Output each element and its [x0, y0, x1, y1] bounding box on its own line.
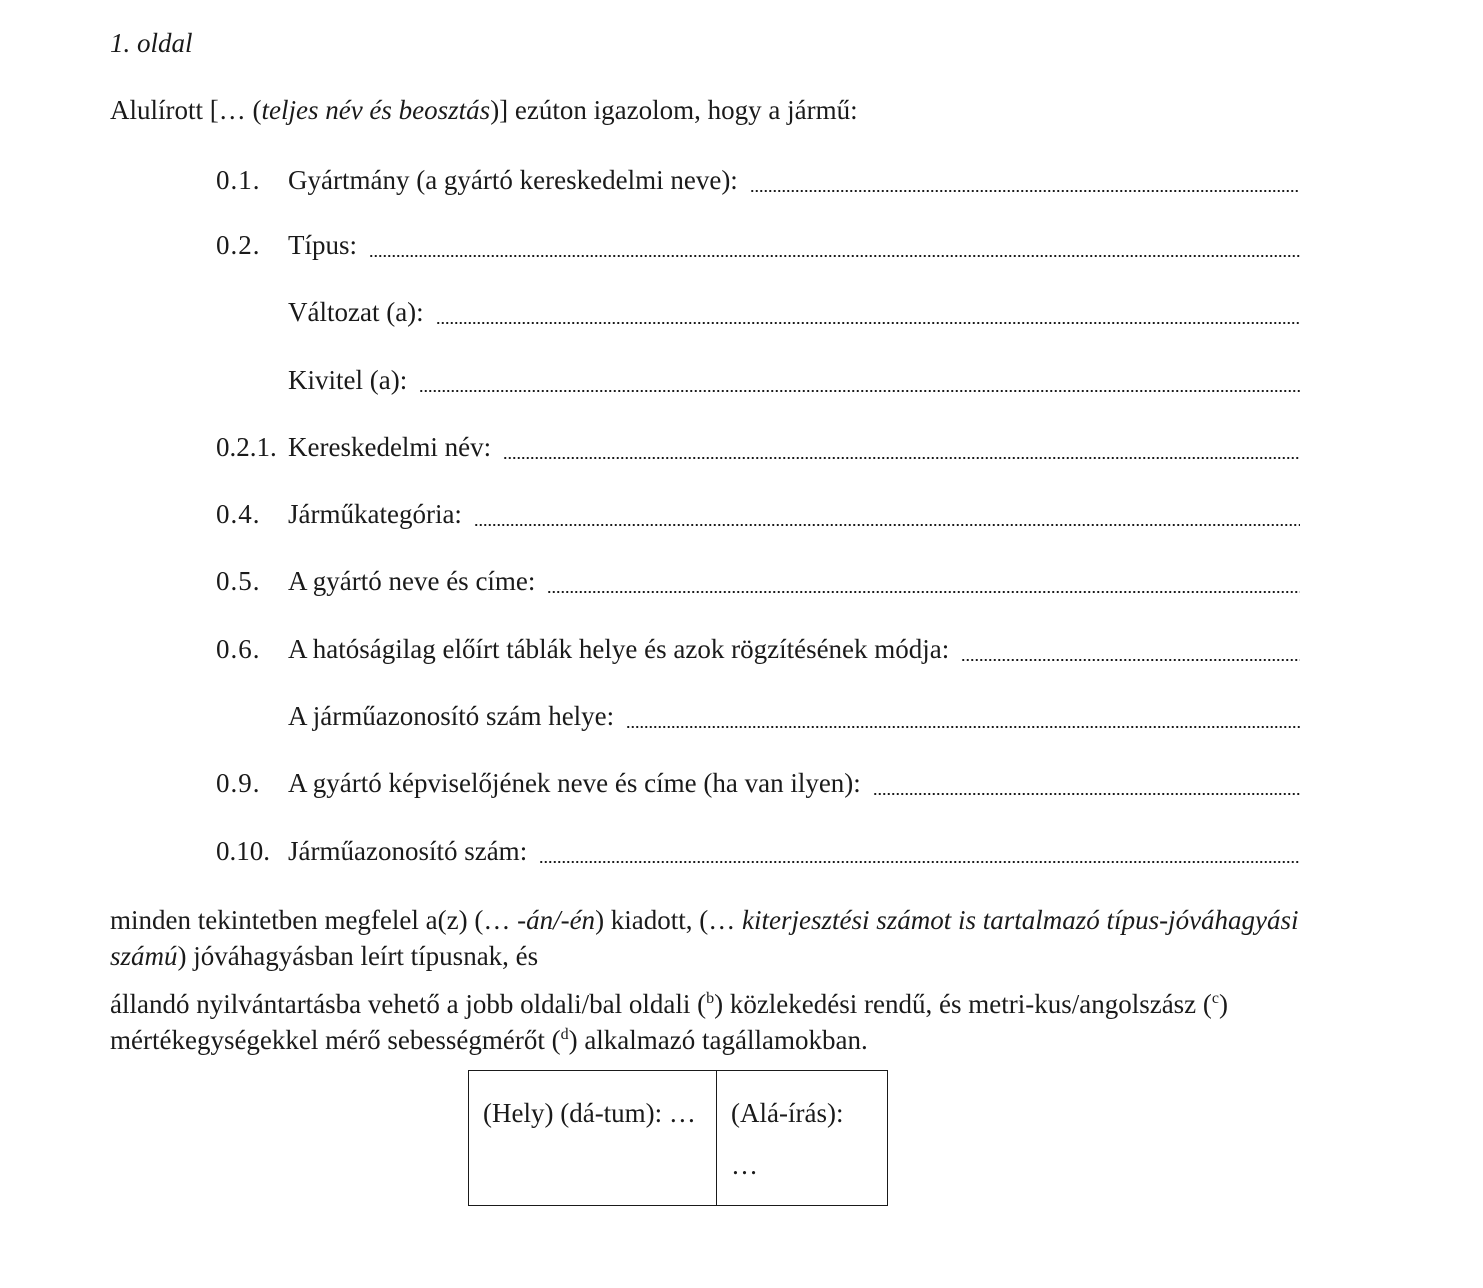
registration-text: ) alkalmazó tagállamokban. — [568, 1025, 868, 1055]
intro-text-before: Alulírott [… ( — [110, 95, 262, 125]
footnote-ref: b — [706, 990, 715, 1007]
field-0-2 — [216, 230, 1300, 266]
field-label: A gyártó neve és címe: — [288, 566, 536, 596]
signature-cell[interactable]: (Alá-írás): … — [731, 1098, 844, 1180]
fill-in-line[interactable] — [474, 524, 1300, 526]
field-label: Változat (a): — [288, 297, 424, 327]
field-0-6 — [216, 634, 1300, 670]
field-label: Gyártmány (a gyártó kereskedelmi neve): — [288, 165, 738, 195]
field-0-9 — [216, 768, 1300, 804]
field-label: A járműazonosító szám helye: — [288, 701, 615, 731]
conformity-text: minden tekintetben megfelel a(z) (… — [110, 905, 518, 935]
field-version — [216, 365, 1300, 401]
field-label: A hatóságilag előírt táblák helye és azok rögzítésének módja: — [288, 634, 950, 664]
fill-in-line[interactable] — [369, 255, 1300, 257]
field-0-5 — [216, 566, 1300, 602]
footnote-ref: d — [560, 1026, 569, 1043]
field-0-1 — [216, 165, 1300, 201]
fill-in-line[interactable] — [539, 861, 1300, 863]
field-number: 0.2.1. — [216, 432, 277, 462]
field-label: Járműkategória: — [288, 499, 462, 529]
conformity-text: ) kiadott, (… — [595, 905, 743, 935]
registration-text: állandó nyilvántartásba vehető a jobb oldali/bal oldali ( — [110, 989, 707, 1019]
field-0-10 — [216, 836, 1300, 872]
fill-in-line[interactable] — [961, 659, 1300, 661]
fill-in-line[interactable] — [436, 322, 1300, 324]
field-0-2-1 — [216, 432, 1300, 468]
field-number: 0.6. — [216, 634, 261, 664]
intro-text-after: )] ezúton igazolom, hogy a jármű: — [490, 95, 858, 125]
registration-statement — [110, 986, 1300, 1058]
fill-in-line[interactable] — [750, 190, 1300, 192]
registration-text: ) közlekedési rendű, és metri-kus/angolszász ( — [714, 989, 1212, 1019]
field-number: 0.4. — [216, 499, 261, 529]
conformity-approval-placeholder: kiterjesztési számot is tartalmazó típus-jóváhagyási számú — [110, 905, 1299, 971]
field-number: 0.5. — [216, 566, 261, 596]
field-variant — [216, 297, 1300, 333]
fill-in-line[interactable] — [419, 390, 1300, 392]
conformity-text: ) jóváhagyásban leírt típusnak, és — [177, 941, 539, 971]
field-label: A gyártó képviselőjének neve és címe (ha van ilyen): — [288, 768, 861, 798]
registration-text: ) mértékegységekkel mérő sebességmérőt ( — [110, 989, 1229, 1055]
field-label: Kivitel (a): — [288, 365, 408, 395]
fill-in-line[interactable] — [547, 591, 1300, 593]
field-label: Kereskedelmi név: — [288, 432, 492, 462]
footnote-ref: c — [1211, 990, 1220, 1007]
field-0-4 — [216, 499, 1300, 535]
intro-name-placeholder: teljes név és beosztás — [261, 95, 491, 125]
field-number: 0.9. — [216, 768, 261, 798]
field-number: 0.10. — [216, 836, 270, 866]
place-date-cell[interactable]: (Hely) (dá-tum): … — [469, 1071, 717, 1205]
field-label: Járműazonosító szám: — [288, 836, 528, 866]
intro-statement — [110, 95, 858, 126]
field-vin-location — [216, 701, 1300, 737]
field-number: 0.2. — [216, 230, 261, 260]
field-label: Típus: — [288, 230, 358, 260]
page-label: 1. oldal — [110, 28, 193, 58]
fill-in-line[interactable] — [626, 726, 1300, 728]
conformity-statement — [110, 902, 1300, 974]
conformity-date-placeholder: -án/-én — [517, 905, 596, 935]
field-number: 0.1. — [216, 165, 261, 195]
fill-in-line[interactable] — [503, 457, 1300, 459]
signature-table — [468, 1070, 888, 1206]
fill-in-line[interactable] — [873, 793, 1300, 795]
